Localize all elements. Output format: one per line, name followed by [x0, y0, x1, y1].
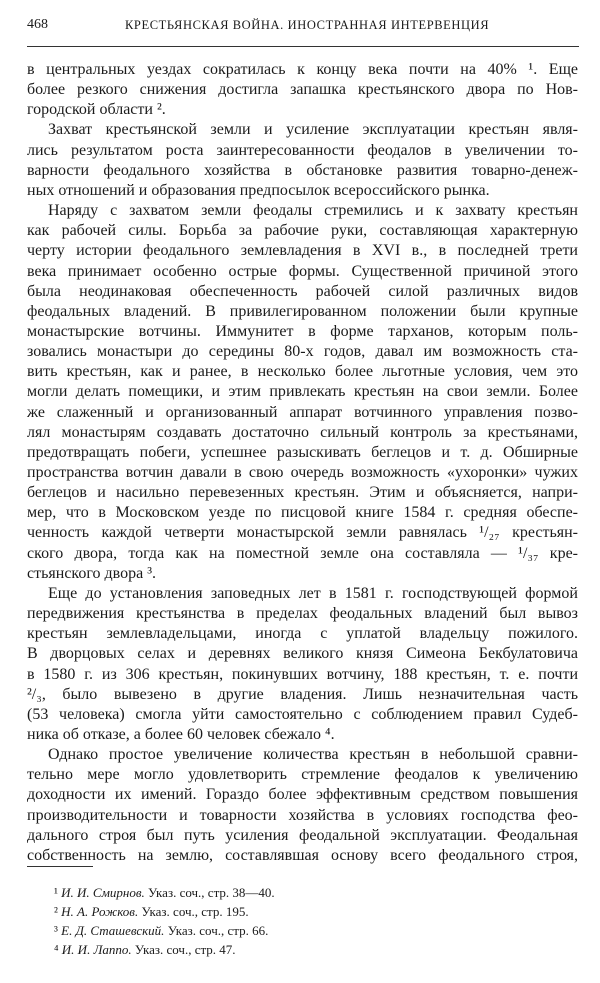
- text-line: черту истории феодального землевладения в XVI в., в последней трети: [27, 242, 578, 260]
- footnote: [54, 884, 275, 902]
- text-line: стьянского двора ³.: [27, 564, 157, 582]
- text-line: Однако простое увеличение количества крестьян в небольшой сравни-: [48, 746, 578, 764]
- text-line: ченность каждой четверти монастырской земли равнялась ¹/₂₇ крестьян-: [27, 524, 578, 542]
- footnote: [54, 922, 268, 940]
- text-line: в центральных уездах сократилась к концу века почти на 40% ¹. Еще: [27, 61, 578, 78]
- text-line: дального строя был путь усиления феодальной эксплуатации. Феодальная: [27, 826, 578, 844]
- text-line: феодальных владений. В привилегированном положении были крупные: [27, 302, 578, 320]
- footnote-author: И. И. Лаппо.: [61, 942, 132, 957]
- footnote-number: ²: [54, 904, 58, 919]
- text-line: ника об отказе, а более 60 человек сбежало ⁴.: [27, 725, 335, 743]
- text-line: мер, что в Московском уезде по писцовой книге 1584 г. средняя обеспе-: [27, 504, 578, 522]
- text-line: передвижения крестьянства в пределах феодальных владений был вывоз: [27, 605, 578, 623]
- text-line: предотвращать побеги, успешнее разыскивать беглецов и т. д. Обширные: [27, 443, 578, 461]
- footnote-reference: Указ. соч., стр. 47.: [134, 942, 236, 957]
- text-line: зовались монастыри до середины 80-х годов, давал им возможность ста-: [27, 343, 578, 361]
- text-line: лись результатом роста заинтересованности феодалов в увеличении то-: [27, 141, 578, 159]
- text-line: была неодинаковая обеспеченность рабочей силой различных видов: [27, 282, 578, 300]
- text-line: Захват крестьянской земли и усиление эксплуатации крестьян явля-: [48, 121, 578, 139]
- footnote-author: И. И. Смирнов.: [61, 885, 145, 900]
- text-line: собственность на землю, составлявшая основу всего феодального строя,: [27, 846, 578, 864]
- text-line: более резкого снижения достигла запашка крестьянского двора по Нов-: [27, 81, 578, 99]
- footnote-separator: [27, 866, 93, 867]
- text-line: В дворцовых селах и деревнях великого князя Симеона Бекбулатовича: [27, 645, 578, 663]
- footnote: [54, 903, 249, 921]
- text-line: же слаженный и организованный аппарат вотчинного управления позво-: [27, 403, 578, 421]
- text-line: пространства вотчин давали в свою очередь возможность «ухоронки» чужих: [27, 464, 578, 481]
- text-line: века принимает особенно острые формы. Существенной причиной этого: [27, 262, 578, 280]
- text-line: производительности и товарности хозяйства в условиях господства фео-: [27, 806, 578, 824]
- text-line: лял монастырям создавать достаточно сильный контроль за крестьянами,: [27, 423, 578, 441]
- footnote-reference: Указ. соч., стр. 38—40.: [148, 885, 275, 900]
- footnote-reference: Указ. соч., стр. 195.: [141, 904, 249, 919]
- header-rule: [27, 46, 579, 47]
- footnote-reference: Указ. соч., стр. 66.: [167, 923, 269, 938]
- text-line: монастырские вотчины. Иммунитет в форме тарханов, которым поль-: [27, 322, 578, 340]
- text-line: (53 человека) смогла уйти самостоятельно с соблюдением правил Судеб-: [27, 705, 578, 723]
- text-line: Еще до установления заповедных лет в 1581 г. господствующей формой: [48, 584, 578, 602]
- text-line: беглецов и насильно перевезенных крестьян. Этим и объясняется, напри-: [27, 484, 578, 502]
- text-line: как рабочей силы. Борьба за рабочие руки, составляющая характерную: [27, 222, 578, 240]
- text-line: городской области ².: [27, 101, 166, 119]
- footnote: [54, 941, 236, 959]
- footnote-number: ¹: [54, 885, 58, 900]
- page-number: 468: [27, 17, 48, 32]
- footnote-number: ⁴: [54, 942, 59, 957]
- footnote-number: ³: [54, 923, 58, 938]
- text-line: ского двора, тогда как на поместной земле она составляла — ¹/₃₇ кре-: [27, 544, 578, 562]
- footnote-author: Е. Д. Сташевский.: [61, 923, 165, 938]
- text-line: в 1580 г. из 306 крестьян, покинувших вотчину, 188 крестьян, т. е. почти: [27, 665, 578, 683]
- text-line: крестьян землевладельцами, иногда с уплатой владельцу пожилого.: [27, 625, 578, 643]
- running-title: КРЕСТЬЯНСКАЯ ВОЙНА. ИНОСТРАННАЯ ИНТЕРВЕНЦИЯ: [125, 18, 490, 32]
- text-line: могли делать помещики, и этим привлекать крестьян на свои земли. Более: [27, 383, 578, 401]
- text-line: варности феодального хозяйства в обстановке развития товарно-денеж-: [27, 161, 578, 179]
- text-line: ²/₃, было вывезено в другие владения. Лишь незначительная часть: [27, 685, 578, 703]
- text-line: вить крестьян, как и ранее, в несколько более льготные условия, чем это: [27, 363, 578, 381]
- text-line: тельно мере могло удовлетворить стремление феодалов к увеличению: [27, 766, 578, 784]
- text-line: ных отношений и образования предпосылок всероссийского рынка.: [27, 181, 490, 199]
- text-line: доходности их имений. Гораздо более эффективным средством повышения: [27, 786, 578, 804]
- footnote-author: Н. А. Рожков.: [61, 904, 139, 919]
- text-line: Наряду с захватом земли феодалы стремились и к захвату крестьян: [48, 202, 578, 220]
